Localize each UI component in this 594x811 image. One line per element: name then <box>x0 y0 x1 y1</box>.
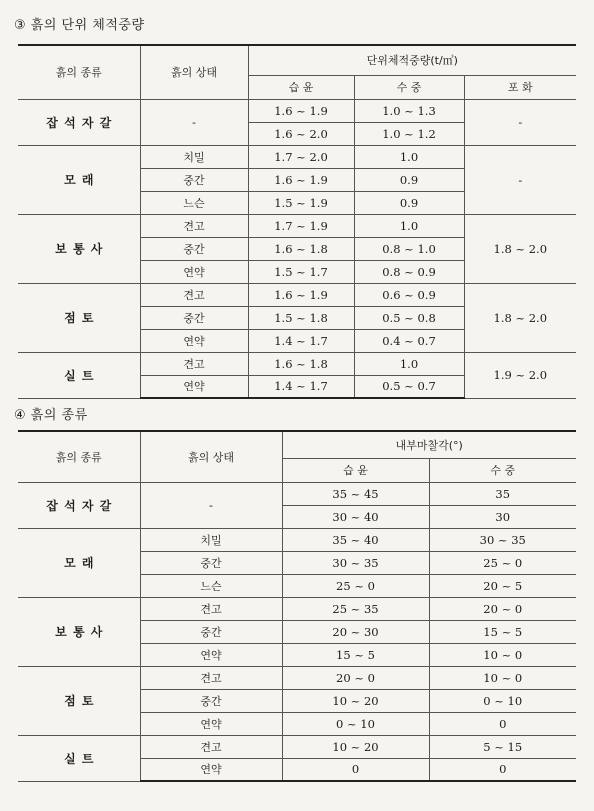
submerged-cell: 0.5 ~ 0.8 <box>354 306 464 329</box>
wet-cell: 1.6 ~ 2.0 <box>248 122 354 145</box>
col-header-submerged: 수 중 <box>429 458 576 482</box>
soil-type-cell: 잡 석 자 갈 <box>18 482 140 528</box>
wet-cell: 1.6 ~ 1.9 <box>248 99 354 122</box>
wet-cell: 1.7 ~ 1.9 <box>248 214 354 237</box>
wet-cell: 1.6 ~ 1.8 <box>248 237 354 260</box>
submerged-cell: 20 ~ 5 <box>429 574 576 597</box>
soil-type-cell: 실 트 <box>18 735 140 781</box>
col-header-soil-type: 흙의 종류 <box>18 45 140 99</box>
soil-state-cell: 견고 <box>140 214 248 237</box>
submerged-cell: 1.0 <box>354 352 464 375</box>
submerged-cell: 0 <box>429 712 576 735</box>
submerged-cell: 35 <box>429 482 576 505</box>
wet-cell: 1.5 ~ 1.7 <box>248 260 354 283</box>
wet-cell: 35 ~ 40 <box>282 528 429 551</box>
submerged-cell: 10 ~ 0 <box>429 666 576 689</box>
wet-cell: 1.4 ~ 1.7 <box>248 329 354 352</box>
submerged-cell: 25 ~ 0 <box>429 551 576 574</box>
soil-type-cell: 보 통 사 <box>18 597 140 666</box>
soil-state-cell: 치밀 <box>140 528 282 551</box>
soil-state-cell: 연약 <box>140 643 282 666</box>
saturated-cell: - <box>464 145 576 214</box>
soil-state-cell: 견고 <box>140 283 248 306</box>
soil-state-cell: 연약 <box>140 329 248 352</box>
wet-cell: 20 ~ 0 <box>282 666 429 689</box>
col-header-unit-weight: 단위체적중량(t/㎥) <box>248 45 576 75</box>
wet-cell: 1.5 ~ 1.9 <box>248 191 354 214</box>
submerged-cell: 0.9 <box>354 168 464 191</box>
unit-weight-table <box>18 44 576 399</box>
soil-type-cell: 점 토 <box>18 666 140 735</box>
soil-state-cell: 견고 <box>140 597 282 620</box>
submerged-cell: 0.9 <box>354 191 464 214</box>
soil-state-cell: 중간 <box>140 168 248 191</box>
soil-state-cell: 중간 <box>140 689 282 712</box>
soil-type-cell: 잡 석 자 갈 <box>18 99 140 145</box>
friction-angle-table <box>18 430 576 782</box>
col-header-friction-angle: 내부마찰각(°) <box>282 431 576 458</box>
soil-state-cell: - <box>140 99 248 145</box>
soil-state-cell: 느슨 <box>140 574 282 597</box>
submerged-cell: 0 <box>429 758 576 781</box>
soil-state-cell: 연약 <box>140 712 282 735</box>
wet-cell: 1.6 ~ 1.8 <box>248 352 354 375</box>
wet-cell: 1.7 ~ 2.0 <box>248 145 354 168</box>
submerged-cell: 1.0 <box>354 145 464 168</box>
wet-cell: 10 ~ 20 <box>282 735 429 758</box>
submerged-cell: 15 ~ 5 <box>429 620 576 643</box>
soil-type-cell: 실 트 <box>18 352 140 398</box>
col-header-soil-state: 흙의 상태 <box>140 431 282 482</box>
section1-heading: ③ 흙의 단위 체적중량 <box>14 18 145 33</box>
soil-state-cell: 견고 <box>140 352 248 375</box>
soil-state-cell: 느슨 <box>140 191 248 214</box>
submerged-cell: 1.0 <box>354 214 464 237</box>
submerged-cell: 0 ~ 10 <box>429 689 576 712</box>
submerged-cell: 1.0 ~ 1.2 <box>354 122 464 145</box>
soil-state-cell: 치밀 <box>140 145 248 168</box>
section2-heading: ④ 흙의 종류 <box>14 408 88 423</box>
soil-state-cell: - <box>140 482 282 528</box>
wet-cell: 35 ~ 45 <box>282 482 429 505</box>
col-header-saturated: 포 화 <box>464 75 576 99</box>
submerged-cell: 5 ~ 15 <box>429 735 576 758</box>
submerged-cell: 0.8 ~ 0.9 <box>354 260 464 283</box>
submerged-cell: 20 ~ 0 <box>429 597 576 620</box>
soil-type-cell: 점 토 <box>18 283 140 352</box>
soil-state-cell: 중간 <box>140 237 248 260</box>
saturated-cell: 1.9 ~ 2.0 <box>464 352 576 398</box>
soil-state-cell: 중간 <box>140 620 282 643</box>
wet-cell: 30 ~ 35 <box>282 551 429 574</box>
saturated-cell: - <box>464 99 576 145</box>
submerged-cell: 1.0 ~ 1.3 <box>354 99 464 122</box>
submerged-cell: 0.6 ~ 0.9 <box>354 283 464 306</box>
soil-state-cell: 연약 <box>140 375 248 398</box>
submerged-cell: 30 <box>429 505 576 528</box>
saturated-cell: 1.8 ~ 2.0 <box>464 283 576 352</box>
saturated-cell: 1.8 ~ 2.0 <box>464 214 576 283</box>
submerged-cell: 0.5 ~ 0.7 <box>354 375 464 398</box>
soil-state-cell: 연약 <box>140 758 282 781</box>
col-header-wet: 습 윤 <box>282 458 429 482</box>
soil-type-cell: 모 래 <box>18 145 140 214</box>
soil-state-cell: 연약 <box>140 260 248 283</box>
wet-cell: 10 ~ 20 <box>282 689 429 712</box>
soil-state-cell: 견고 <box>140 666 282 689</box>
wet-cell: 20 ~ 30 <box>282 620 429 643</box>
submerged-cell: 30 ~ 35 <box>429 528 576 551</box>
col-header-soil-type: 흙의 종류 <box>18 431 140 482</box>
soil-state-cell: 견고 <box>140 735 282 758</box>
col-header-wet: 습 윤 <box>248 75 354 99</box>
wet-cell: 15 ~ 5 <box>282 643 429 666</box>
soil-type-cell: 보 통 사 <box>18 214 140 283</box>
col-header-submerged: 수 중 <box>354 75 464 99</box>
soil-state-cell: 중간 <box>140 306 248 329</box>
wet-cell: 1.4 ~ 1.7 <box>248 375 354 398</box>
submerged-cell: 0.4 ~ 0.7 <box>354 329 464 352</box>
wet-cell: 30 ~ 40 <box>282 505 429 528</box>
wet-cell: 0 <box>282 758 429 781</box>
submerged-cell: 0.8 ~ 1.0 <box>354 237 464 260</box>
wet-cell: 1.6 ~ 1.9 <box>248 168 354 191</box>
soil-state-cell: 중간 <box>140 551 282 574</box>
wet-cell: 25 ~ 0 <box>282 574 429 597</box>
col-header-soil-state: 흙의 상태 <box>140 45 248 99</box>
soil-type-cell: 모 래 <box>18 528 140 597</box>
wet-cell: 25 ~ 35 <box>282 597 429 620</box>
wet-cell: 1.6 ~ 1.9 <box>248 283 354 306</box>
wet-cell: 1.5 ~ 1.8 <box>248 306 354 329</box>
wet-cell: 0 ~ 10 <box>282 712 429 735</box>
submerged-cell: 10 ~ 0 <box>429 643 576 666</box>
